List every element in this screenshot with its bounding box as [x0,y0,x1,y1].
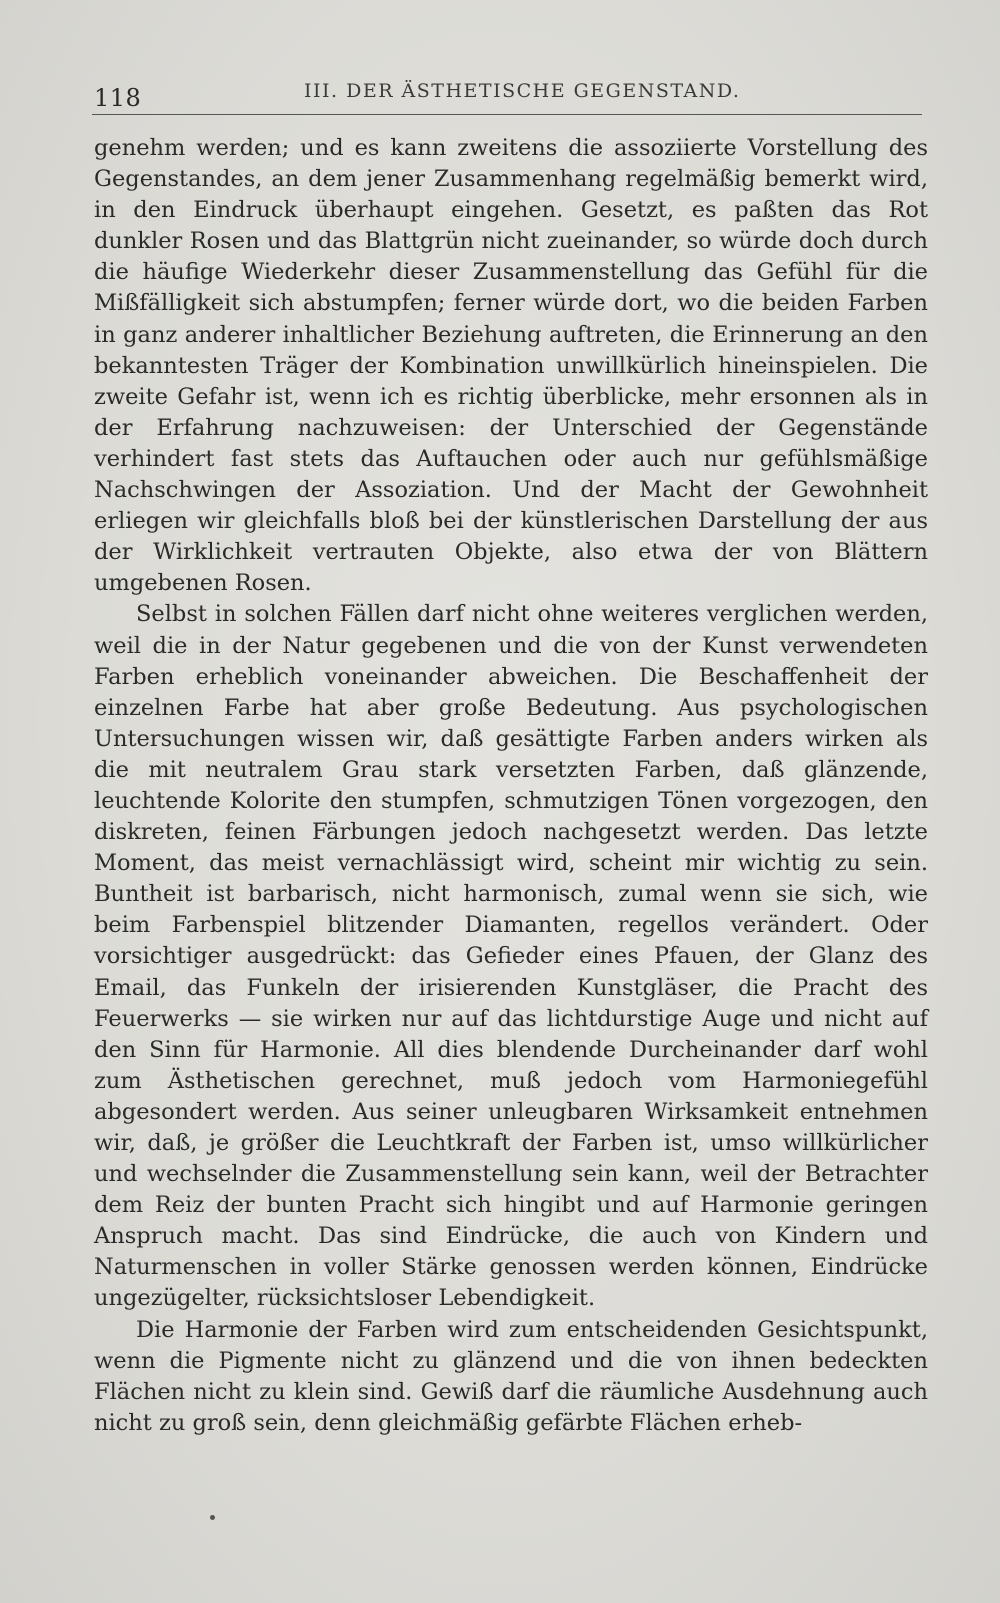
paragraph-3: Die Harmonie der Farben wird zum entscheidenden Gesichtspunkt, wenn die Pigmente nicht zu glänzend und die von ihnen bedeckten Flächen nicht zu klein sind. Gewiß darf die räumliche Ausdehnung auch nicht zu groß sein, denn gleichmäßig gefärbte Flächen erheb- [94,1316,928,1436]
paragraph-1: genehm werden; und es kann zweitens die assoziierte Vorstellung des Gegenstandes, an dem jener Zusammenhang regelmäßig bemerkt wird, in den Eindruck überhaupt eingehen. Gesetzt, es paßten das Rot dunkler Rosen und das Blattgrün nicht zueinander, so würde doch durch die häufige Wiederkehr dieser Zusammenstellung das Gefühl für die Mißfälligkeit sich abstumpfen; ferner würde dort, wo die beiden Farben in ganz anderer inhaltlicher Beziehung auftreten, die Erinnerung an den bekanntesten Träger der Kombination unwillkürlich hineinspielen. Die zweite Gefahr ist, wenn ich es richtig überblicke, mehr ersonnen als in der Erfahrung nachzuweisen: der Unterschied der Gegenstände verhindert fast stets das Auftauchen oder auch nur gefühlsmäßige Nachschwingen der Assoziation. Und der Macht der Gewohnheit erliegen wir gleichfalls bloß bei der künstlerischen Darstellung der aus der Wirklichkeit vertrauten Objekte, also etwa der von Blättern umgebenen Rosen. [94,135,928,597]
running-head: III. DER ÄSTHETISCHE GEGENSTAND. [304,80,741,102]
page-number: 118 [94,84,142,112]
ink-speck [210,1515,215,1520]
paragraph-2: Selbst in solchen Fällen darf nicht ohne weiteres verglichen werden, weil die in der Natur gegebenen und die von der Kunst verwendeten Farben erheblich voneinander abweichen. Die Beschaffenheit der einzelnen Farbe hat aber große Bedeutung. Aus psychologischen Untersuchungen wissen wir, daß gesättigte Farben anders wirken als die mit neutralem Grau stark versetzten Farben, daß glänzende, leuchtende Kolorite den stumpfen, schmutzigen Tönen vorgezogen, den diskreten, feinen Färbungen jedoch nachgesetzt werden. Das letzte Moment, das meist vernachlässigt wird, scheint mir wichtig zu sein. Buntheit ist barbarisch, nicht harmonisch, zumal wenn sie sich, wie beim Farbenspiel blitzender Diamanten, regellos verändert. Oder vorsichtiger ausgedrückt: das Gefieder eines Pfauen, der Glanz des Email, das Funkeln der irisierenden Kunstgläser, die Pracht des Feuerwerks — sie wirken nur auf das lichtdurstige Auge und nicht auf den Sinn für Harmonie. All dies blendende Durcheinander darf wohl zum Ästhetischen gerechnet, muß jedoch vom Harmoniegefühl abgesondert werden. Aus seiner unleugbaren Wirksamkeit entnehmen wir, daß, je größer die Leuchtkraft der Farben ist, umso willkürlicher und wechselnder die Zusammenstellung sein kann, weil der Betrachter dem Reiz der bunten Pracht sich hingibt und auf Harmonie geringen Anspruch macht. Das sind Eindrücke, die auch von Kindern und Naturmenschen in voller Stärke genossen werden können, Eindrücke ungezügelter, rücksichtsloser Lebendigkeit. [94,601,928,1312]
body-text [94,133,928,1439]
page-header [92,70,922,115]
